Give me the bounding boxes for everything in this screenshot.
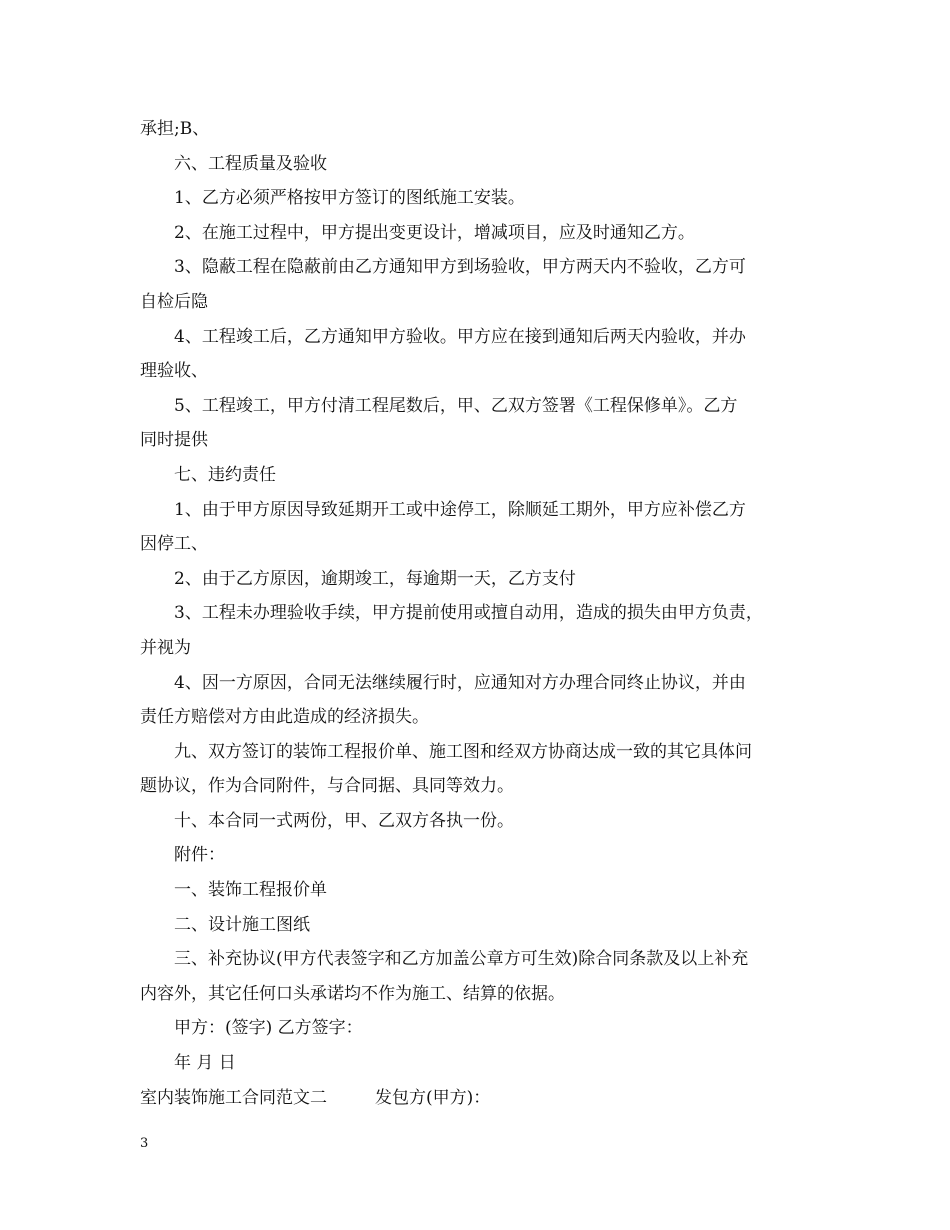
clause-line: 3、工程未办理验收手续，甲方提前使用或擅自动用，造成的损失由甲方负责， — [174, 603, 763, 624]
attachments-heading: 附件： — [174, 845, 225, 866]
clause-line: 十、本合同一式两份，甲、乙双方各执一份。 — [174, 810, 514, 831]
attachment-item: 三、补充协议(甲方代表签字和乙方加盖公章方可生效)除合同条款及以上补充 — [174, 949, 749, 970]
clause-line: 1、乙方必须严格按甲方签订的图纸施工安装。 — [174, 188, 525, 209]
clause-line: 1、由于甲方原因导致延期开工或中途停工，除顺延工期外，甲方应补偿乙方 — [174, 499, 746, 520]
attachment-item: 一、装饰工程报价单 — [174, 880, 327, 901]
text-line: 承担;B、 — [140, 119, 210, 139]
clause-continuation: 题协议，作为合同附件，与合同据、具同等效力。 — [140, 776, 514, 797]
clause-line: 九、双方签订的装饰工程报价单、施工图和经双方协商达成一致的其它具体问 — [174, 741, 752, 762]
clause-continuation: 内容外，其它任何口头承诺均不作为施工、结算的依据。 — [140, 983, 565, 1004]
clause-line: 3、隐蔽工程在隐蔽前由乙方通知甲方到场验收，甲方两天内不验收，乙方可 — [174, 257, 746, 278]
document-body — [140, 112, 820, 1115]
clause-line: 2、由于乙方原因，逾期竣工，每逾期一天，乙方支付 — [174, 568, 576, 589]
clause-line: 5、工程竣工，甲方付清工程尾数后，甲、乙双方签署《工程保修单》。乙方 — [174, 395, 738, 416]
clause-continuation: 责任方赔偿对方由此造成的经济损失。 — [140, 707, 429, 728]
attachment-item: 二、设计施工图纸 — [174, 914, 310, 935]
section-heading-quality: 六、工程质量及验收 — [174, 153, 327, 174]
clause-continuation: 并视为 — [140, 637, 191, 658]
clause-line: 4、工程竣工后，乙方通知甲方验收。甲方应在接到通知后两天内验收，并办 — [174, 326, 746, 347]
clause-line: 4、因一方原因，合同无法继续履行时，应通知对方办理合同终止协议，并由 — [174, 672, 746, 693]
clause-continuation: 同时提供 — [140, 430, 208, 451]
date-line: 年 月 日 — [174, 1053, 236, 1074]
clause-continuation: 自检后隐 — [140, 291, 208, 312]
closing-line — [140, 1081, 820, 1116]
clause-continuation: 因停工、 — [140, 534, 208, 555]
contractor-party-label: 发包方(甲方)： — [375, 1087, 491, 1108]
page-number: 3 — [140, 1136, 149, 1151]
clause-line: 2、在施工过程中，甲方提出变更设计，增减项目，应及时通知乙方。 — [174, 222, 695, 243]
next-contract-title: 室内装饰施工合同范文二 — [140, 1087, 327, 1108]
signature-line: 甲方：(签字) 乙方签字： — [174, 1018, 363, 1039]
section-heading-liability: 七、违约责任 — [174, 464, 276, 485]
clause-continuation: 理验收、 — [140, 361, 208, 382]
